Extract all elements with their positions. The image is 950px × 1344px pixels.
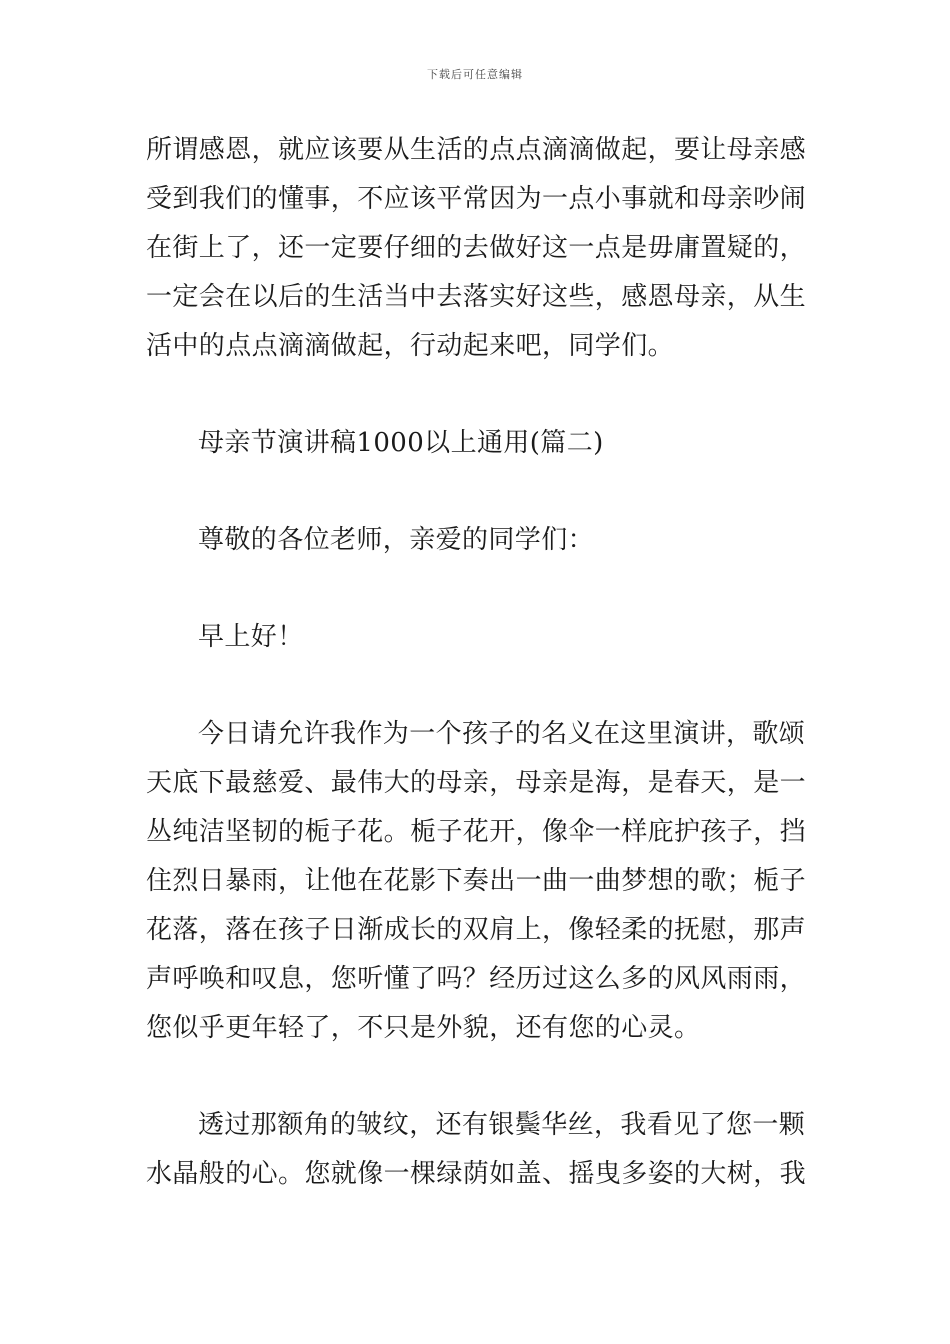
text-line: 所谓感恩，就应该要从生活的点点滴滴做起，要让母亲感 xyxy=(146,135,807,165)
text-line: 住烈日暴雨，让他在花影下奏出一曲一曲梦想的歌；栀子 xyxy=(146,866,807,896)
text-line: 丛纯洁坚韧的栀子花。栀子花开，像伞一样庇护孩子，挡 xyxy=(146,817,807,847)
text-line: 早上好！ xyxy=(198,622,304,652)
text-line: 尊敬的各位老师，亲爱的同学们： xyxy=(198,525,595,555)
text-line: 活中的点点滴滴做起，行动起来吧，同学们。 xyxy=(146,331,675,361)
paragraph-gratitude xyxy=(146,126,811,371)
text-line: 您似乎更年轻了，不只是外貌，还有您的心灵。 xyxy=(146,1013,701,1043)
text-line: 声呼唤和叹息，您听懂了吗？经历过这么多的风风雨雨， xyxy=(146,964,807,994)
paragraph-greeting xyxy=(146,613,811,662)
text-line: 透过那额角的皱纹，还有银鬓华丝，我看见了您一颗 xyxy=(198,1110,806,1140)
document-body xyxy=(146,126,811,1199)
text-line: 水晶般的心。您就像一棵绿荫如盖、摇曳多姿的大树，我 xyxy=(146,1159,807,1189)
text-line: 一定会在以后的生活当中去落实好这些，感恩母亲，从生 xyxy=(146,282,807,312)
paragraph-salutation xyxy=(146,516,811,565)
text-line: 天底下最慈爱、最伟大的母亲，母亲是海，是春天，是一 xyxy=(146,768,807,798)
text-line: 今日请允许我作为一个孩子的名义在这里演讲，歌颂 xyxy=(198,719,806,749)
text-line: 受到我们的懂事，不应该平常因为一点小事就和母亲吵闹 xyxy=(146,184,807,214)
text-line: 花落，落在孩子日渐成长的双肩上，像轻柔的抚慰，那声 xyxy=(146,915,807,945)
text-line: 在街上了，还一定要仔细的去做好这一点是毋庸置疑的， xyxy=(146,233,807,263)
text-line: 母亲节演讲稿1000以上通用(篇二) xyxy=(198,428,604,458)
page-header: 下载后可任意编辑 xyxy=(427,68,523,81)
section-title xyxy=(146,419,811,468)
paragraph-wrinkles xyxy=(146,1101,811,1199)
paragraph-speech-intro xyxy=(146,710,811,1053)
